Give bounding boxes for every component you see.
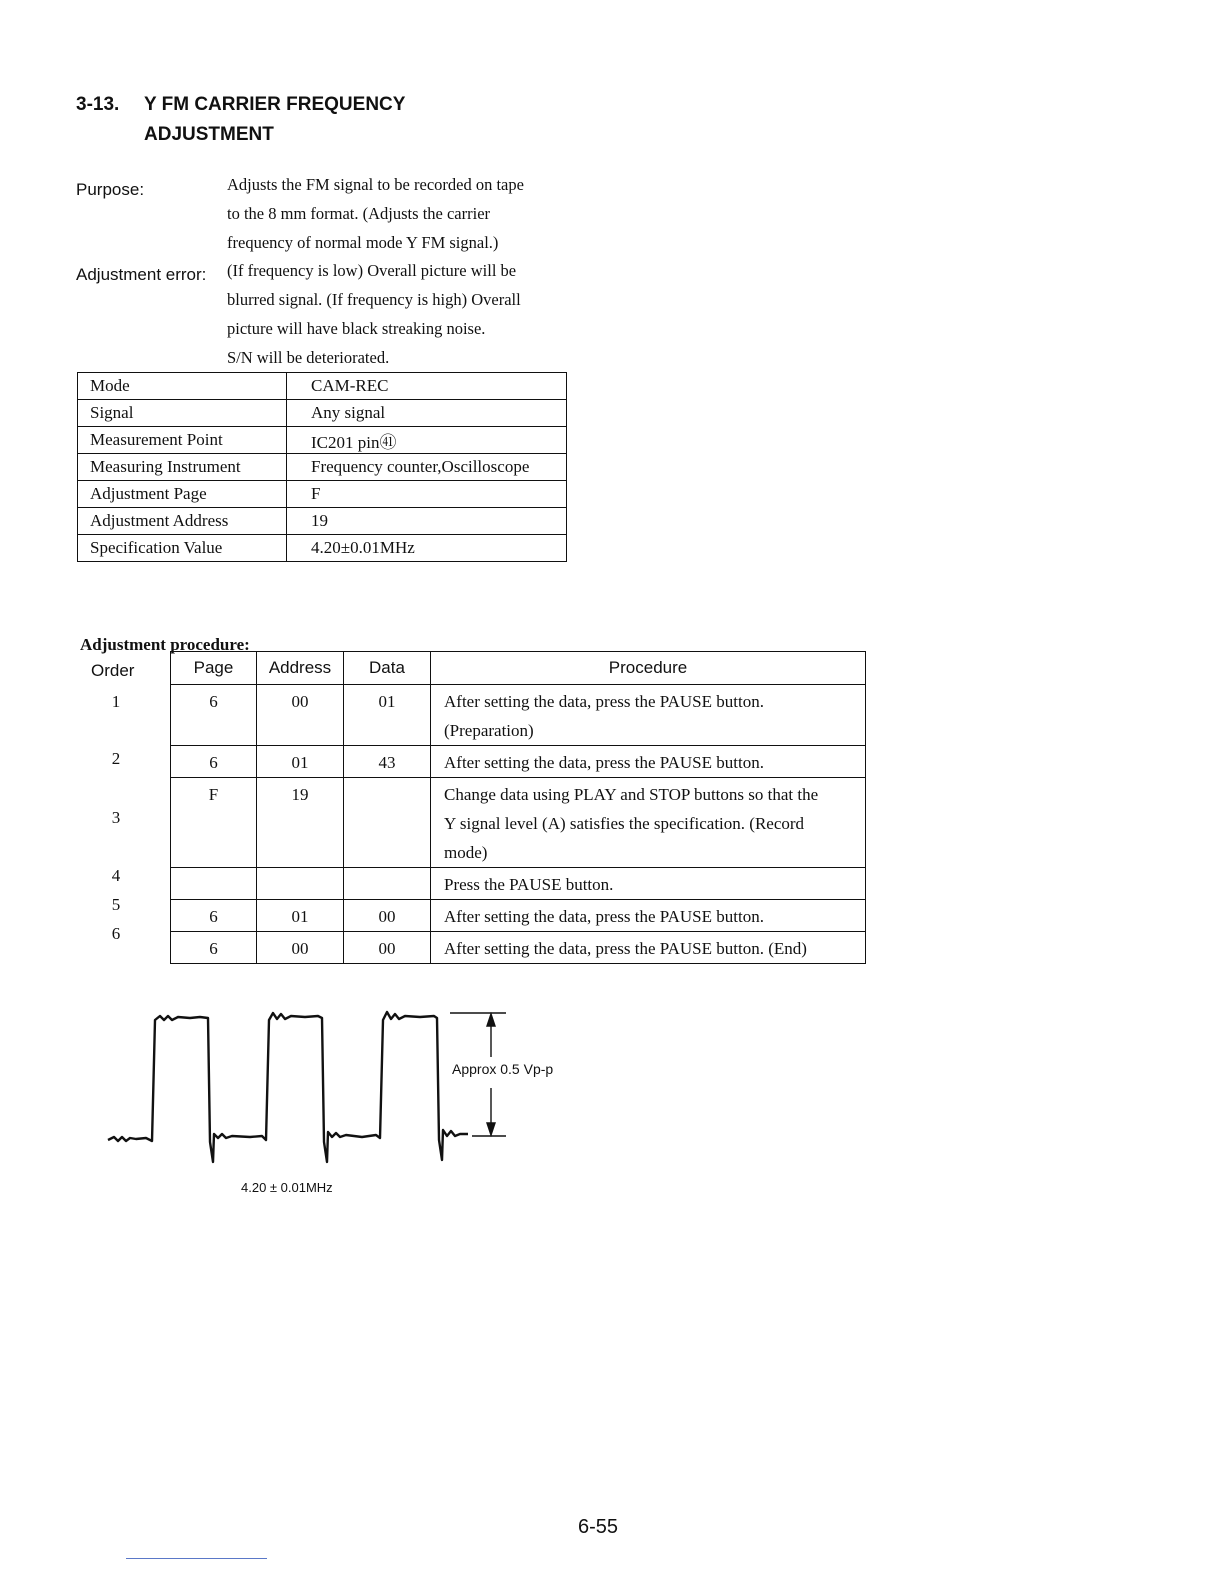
data-cell (344, 868, 431, 900)
order-number: 6 (111, 924, 121, 943)
spec-key: Signal (78, 400, 287, 427)
page-cell: 6 (171, 685, 257, 746)
purpose-label: Purpose: (76, 180, 145, 199)
procedure-line: (Preparation) (444, 721, 534, 740)
table-row (171, 778, 866, 868)
spec-value: Any signal (287, 400, 567, 427)
arrow-up-icon (487, 1014, 495, 1026)
bottom-rule (126, 1558, 267, 1559)
address-cell: 01 (257, 746, 344, 778)
procedure-line: Y signal level (A) satisfies the specification. (Record (444, 814, 805, 833)
table-row (171, 900, 866, 932)
page-cell: 6 (171, 746, 257, 778)
spec-value: F (287, 481, 567, 508)
adjustment-error-text (227, 256, 521, 372)
procedure-header: Procedure (431, 652, 866, 685)
amplitude-label: Approx 0.5 Vp-p (452, 1061, 554, 1077)
address-cell: 19 (257, 778, 344, 868)
table-row (78, 373, 567, 400)
section-title-line1: Y FM CARRIER FREQUENCY (144, 94, 406, 115)
procedure-line: After setting the data, press the PAUSE button. (444, 692, 764, 711)
table-row (171, 868, 866, 900)
spec-key: Specification Value (78, 535, 287, 562)
spec-key: Measurement Point (78, 427, 287, 454)
procedure-cell: Press the PAUSE button. (431, 868, 866, 900)
page-header: Page (171, 652, 257, 685)
order-number: 4 (111, 866, 121, 885)
spec-value: 19 (287, 508, 567, 535)
adjustment-error-line: blurred signal. (If frequency is high) Overall (227, 290, 521, 309)
table-row (78, 508, 567, 535)
waveform-diagram (100, 1000, 520, 1170)
page-cell: F (171, 778, 257, 868)
order-number: 1 (111, 692, 121, 711)
spec-key: Measuring Instrument (78, 454, 287, 481)
adjustment-error-line: S/N will be deteriorated. (227, 348, 390, 367)
page-number: 6-55 (578, 1516, 619, 1538)
order-header: Order (91, 661, 135, 680)
table-row (171, 685, 866, 746)
table-row (171, 746, 866, 778)
data-cell: 01 (344, 685, 431, 746)
section-heading (76, 90, 405, 150)
table-row (78, 427, 567, 454)
purpose-text (227, 170, 524, 257)
section-title-line2: ADJUSTMENT (144, 124, 274, 145)
data-cell: 00 (344, 900, 431, 932)
table-header-row (171, 652, 866, 685)
order-number: 3 (111, 808, 121, 827)
page-cell: 6 (171, 932, 257, 964)
spec-value: 4.20±0.01MHz (287, 535, 567, 562)
procedure-cell: After setting the data, press the PAUSE button. (End) (431, 932, 866, 964)
order-number: 5 (111, 895, 121, 914)
adjustment-error-line: picture will have black streaking noise. (227, 319, 486, 338)
purpose-line: to the 8 mm format. (Adjusts the carrier (227, 204, 491, 223)
page-cell: 6 (171, 900, 257, 932)
table-row (78, 481, 567, 508)
address-cell: 00 (257, 685, 344, 746)
spec-value: CAM-REC (287, 373, 567, 400)
table-row (171, 932, 866, 964)
procedure-cell (431, 778, 866, 868)
procedure-title: Adjustment procedure: (80, 635, 250, 654)
purpose-line: Adjusts the FM signal to be recorded on tape (227, 175, 524, 194)
data-cell: 00 (344, 932, 431, 964)
address-cell: 01 (257, 900, 344, 932)
procedure-table (170, 651, 866, 964)
adjustment-error-line: (If frequency is low) Overall picture will be (227, 261, 517, 280)
address-cell: 00 (257, 932, 344, 964)
spec-table (77, 372, 567, 562)
table-row (78, 535, 567, 562)
spec-key: Mode (78, 373, 287, 400)
address-cell (257, 868, 344, 900)
data-cell: 43 (344, 746, 431, 778)
address-header: Address (257, 652, 344, 685)
spec-key: Adjustment Page (78, 481, 287, 508)
procedure-line: mode) (444, 843, 488, 862)
procedure-cell: After setting the data, press the PAUSE button. (431, 746, 866, 778)
order-number: 2 (111, 749, 121, 768)
spec-key: Adjustment Address (78, 508, 287, 535)
section-number: 3-13. (76, 94, 120, 115)
purpose-line: frequency of normal mode Y FM signal.) (227, 233, 499, 252)
square-wave (108, 1012, 468, 1162)
arrow-down-icon (487, 1123, 495, 1135)
spec-value: Frequency counter,Oscilloscope (287, 454, 567, 481)
page-cell (171, 868, 257, 900)
adjustment-error-label: Adjustment error: (76, 265, 207, 284)
table-row (78, 400, 567, 427)
table-row (78, 454, 567, 481)
frequency-label: 4.20 ± 0.01MHz (241, 1180, 333, 1195)
procedure-cell: After setting the data, press the PAUSE button. (431, 900, 866, 932)
data-cell (344, 778, 431, 868)
spec-value: IC201 pin㊶ (287, 427, 567, 454)
procedure-cell (431, 685, 866, 746)
data-header: Data (344, 652, 431, 685)
procedure-line: Change data using PLAY and STOP buttons so that the (444, 785, 819, 804)
